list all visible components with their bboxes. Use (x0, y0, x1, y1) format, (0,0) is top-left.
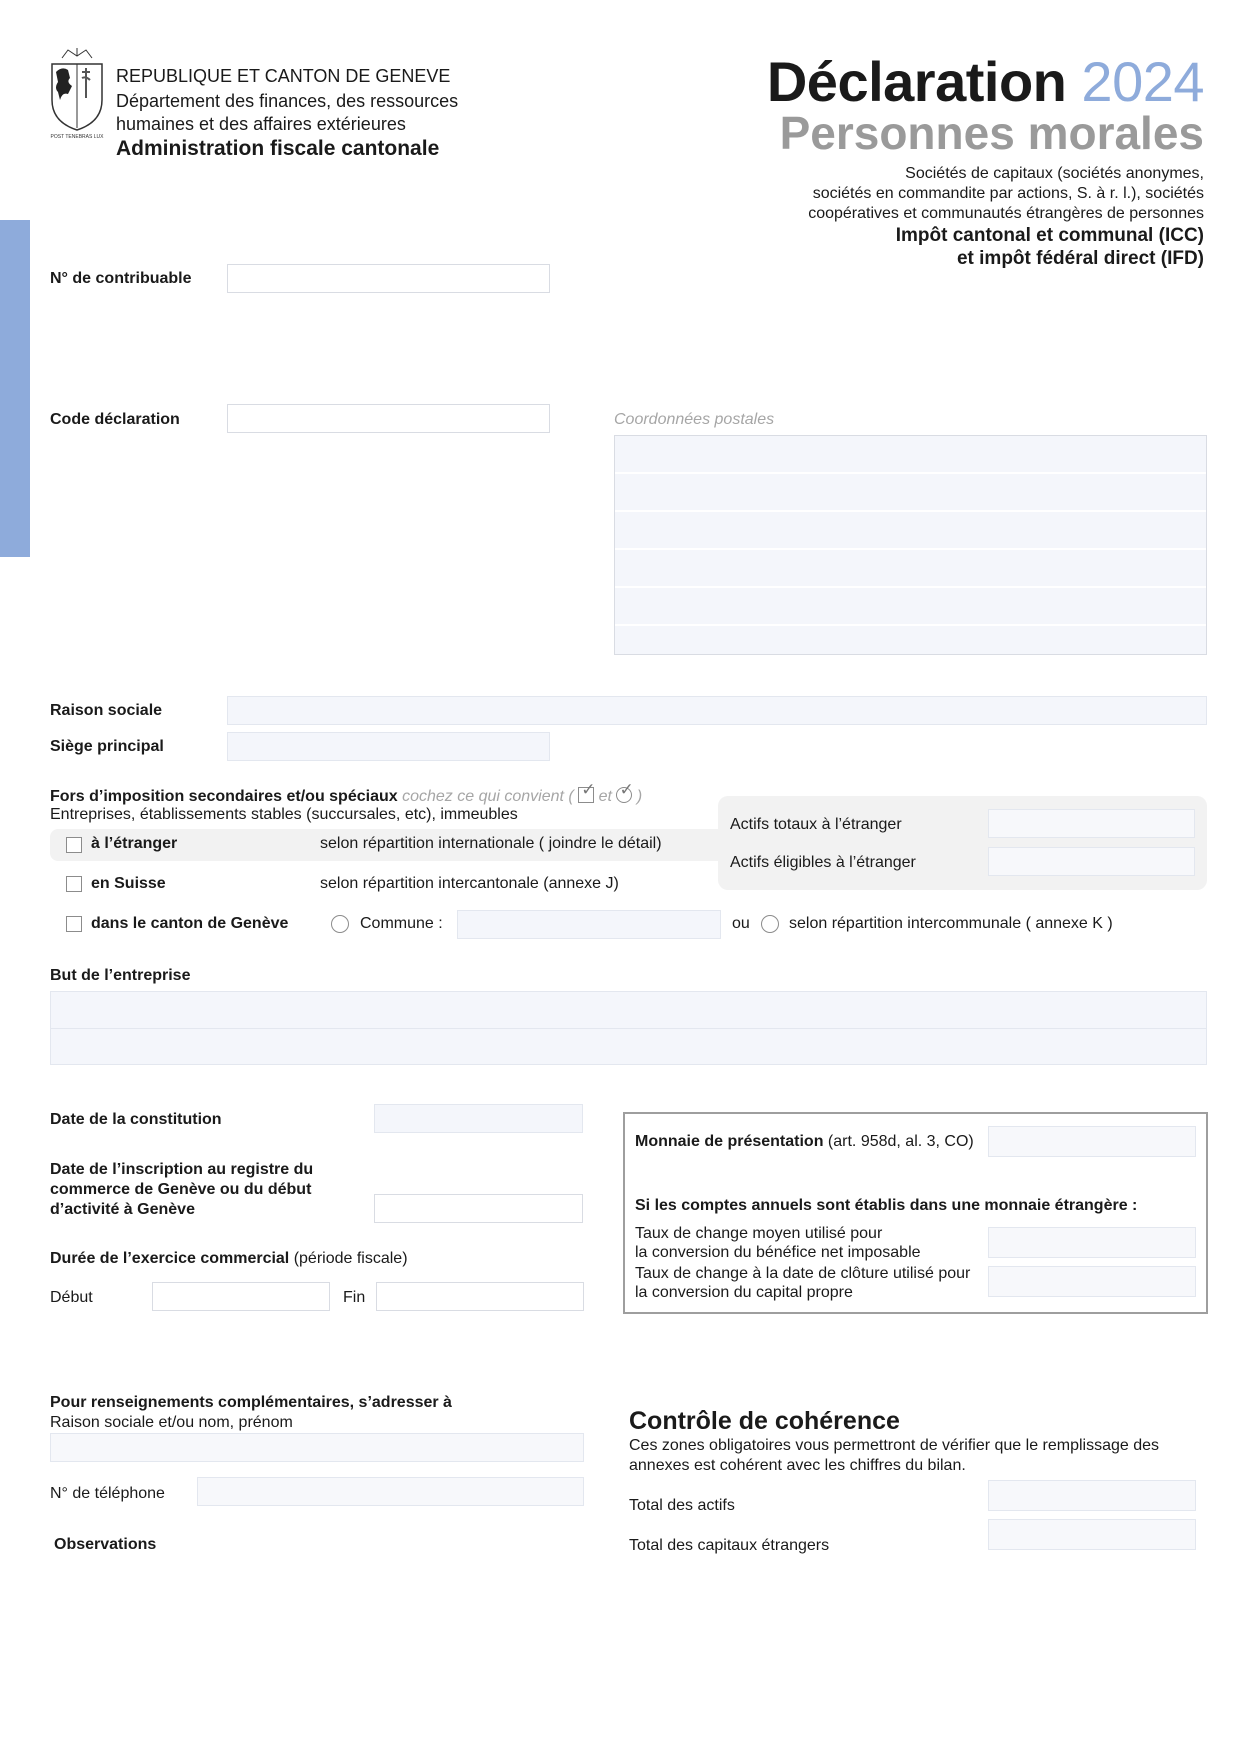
commune-input[interactable] (457, 910, 721, 939)
observations-label: Observations (54, 1536, 157, 1553)
postal-address-block[interactable] (614, 435, 1207, 655)
siege-input[interactable] (227, 732, 550, 761)
raison-sociale-input[interactable] (227, 696, 1207, 725)
fors-title-line: Fors d’imposition secondaires et/ou spéciaux cochez ce qui convient ( ✓ et ✓ ) (50, 780, 643, 805)
ou-label: ou (732, 915, 750, 932)
tax-line-2: et impôt fédéral direct (IFD) (956, 248, 1204, 269)
fors-subtitle: Entreprises, établissements stables (succursales, etc), immeubles (50, 806, 518, 823)
document-year: 2024 (1081, 50, 1204, 113)
actifs-eligibles-label: Actifs éligibles à l’étranger (730, 854, 916, 871)
fin-input[interactable] (376, 1282, 584, 1311)
tax-line-1: Impôt cantonal et communal (ICC) (895, 225, 1204, 246)
controle-desc-1: Ces zones obligatoires vous permettront de vérifier que le remplissage des (629, 1437, 1160, 1454)
checked-circle-icon: ✓ (616, 787, 632, 803)
intercommunale-label: selon répartition intercommunale ( annexe K ) (789, 915, 1113, 932)
taux-cloture-label-1: Taux de change à la date de clôture utilisé pour (635, 1265, 971, 1282)
total-capitaux-input[interactable] (988, 1519, 1196, 1550)
intercommunale-radio[interactable] (761, 915, 779, 933)
phone-label: N° de téléphone (50, 1485, 165, 1502)
code-declaration-input[interactable] (227, 404, 550, 433)
duree-label: Durée de l’exercice commercial (période fiscale) (50, 1250, 408, 1267)
taux-moyen-label-1: Taux de change moyen utilisé pour (635, 1225, 883, 1242)
monnaie-input[interactable] (988, 1126, 1196, 1157)
side-color-tab (0, 220, 30, 557)
taux-moyen-label-2: la conversion du bénéfice net imposable (635, 1244, 921, 1261)
etranger-checkbox[interactable] (66, 837, 82, 853)
scope-line-3: coopératives et communautés étrangères de personnes (808, 205, 1204, 222)
monnaie-foreign-label: Si les comptes annuels sont établis dans une monnaie étrangère : (635, 1197, 1138, 1214)
department-line-2: humaines et des affaires extérieures (116, 114, 406, 134)
total-actifs-input[interactable] (988, 1480, 1196, 1511)
but-label: But de l’entreprise (50, 967, 191, 984)
taux-cloture-input[interactable] (988, 1266, 1196, 1297)
total-actifs-label: Total des actifs (629, 1497, 735, 1514)
suisse-checkbox[interactable] (66, 876, 82, 892)
etranger-label: à l’étranger (91, 835, 178, 852)
scope-line-2: sociétés en commandite par actions, S. à r. l.), sociétés (812, 185, 1204, 202)
suisse-label: en Suisse (91, 875, 166, 892)
but-input[interactable] (50, 991, 1207, 1065)
inscription-input[interactable] (374, 1194, 583, 1223)
fin-label: Fin (343, 1289, 366, 1306)
controle-title: Contrôle de cohérence (629, 1407, 900, 1435)
geneve-label: dans le canton de Genève (91, 915, 289, 932)
siege-label: Siège principal (50, 738, 164, 755)
geneve-checkbox[interactable] (66, 916, 82, 932)
code-declaration-label: Code déclaration (50, 411, 180, 428)
contact-title: Pour renseignements complémentaires, s’adresser à (50, 1394, 452, 1411)
contact-name-input[interactable] (50, 1433, 584, 1462)
inscription-label-1: Date de l’inscription au registre du (50, 1161, 314, 1178)
phone-input[interactable] (197, 1477, 584, 1506)
debut-input[interactable] (152, 1282, 330, 1311)
fors-hint: cochez ce qui convient ( ✓ et ✓ ) (402, 780, 643, 805)
debut-label: Début (50, 1289, 93, 1306)
inscription-label-2: commerce de Genève ou du début (50, 1181, 312, 1198)
suisse-note: selon répartition intercantonale (annexe J) (320, 875, 619, 892)
department-line-1: Département des finances, des ressources (116, 91, 459, 111)
administration-name: Administration fiscale cantonale (116, 137, 440, 160)
postal-address-label: Coordonnées postales (614, 411, 775, 428)
controle-desc-2: annexes est cohérent avec les chiffres du bilan. (629, 1457, 966, 1474)
raison-sociale-label: Raison sociale (50, 702, 163, 719)
svg-text:POST TENEBRAS LUX: POST TENEBRAS LUX (50, 134, 104, 140)
contribuable-label: N° de contribuable (50, 270, 192, 287)
taux-cloture-label-2: la conversion du capital propre (635, 1284, 853, 1301)
checked-box-icon: ✓ (578, 787, 594, 803)
actifs-eligibles-input[interactable] (988, 847, 1195, 876)
geneva-coat-of-arms-icon (48, 48, 106, 140)
contribuable-input[interactable] (227, 264, 550, 293)
document-subtitle: Personnes morales (779, 107, 1204, 159)
actifs-totaux-label: Actifs totaux à l’étranger (730, 816, 902, 833)
republic-name: REPUBLIQUE ET CANTON DE GENEVE (116, 66, 451, 86)
total-capitaux-label: Total des capitaux étrangers (629, 1537, 830, 1554)
monnaie-label: Monnaie de présentation (art. 958d, al. 3, CO) (635, 1133, 974, 1150)
constitution-label: Date de la constitution (50, 1111, 222, 1128)
scope-line-1: Sociétés de capitaux (sociétés anonymes, (905, 165, 1204, 182)
commune-label: Commune : (360, 915, 443, 932)
contact-name-label: Raison sociale et/ou nom, prénom (50, 1414, 293, 1431)
actifs-totaux-input[interactable] (988, 809, 1195, 838)
taux-moyen-input[interactable] (988, 1227, 1196, 1258)
commune-radio[interactable] (331, 915, 349, 933)
document-title: Déclaration 2024 (766, 50, 1204, 113)
constitution-input[interactable] (374, 1104, 583, 1133)
etranger-note: selon répartition internationale ( joindre le détail) (320, 835, 662, 852)
inscription-label-3: d’activité à Genève (50, 1201, 195, 1218)
